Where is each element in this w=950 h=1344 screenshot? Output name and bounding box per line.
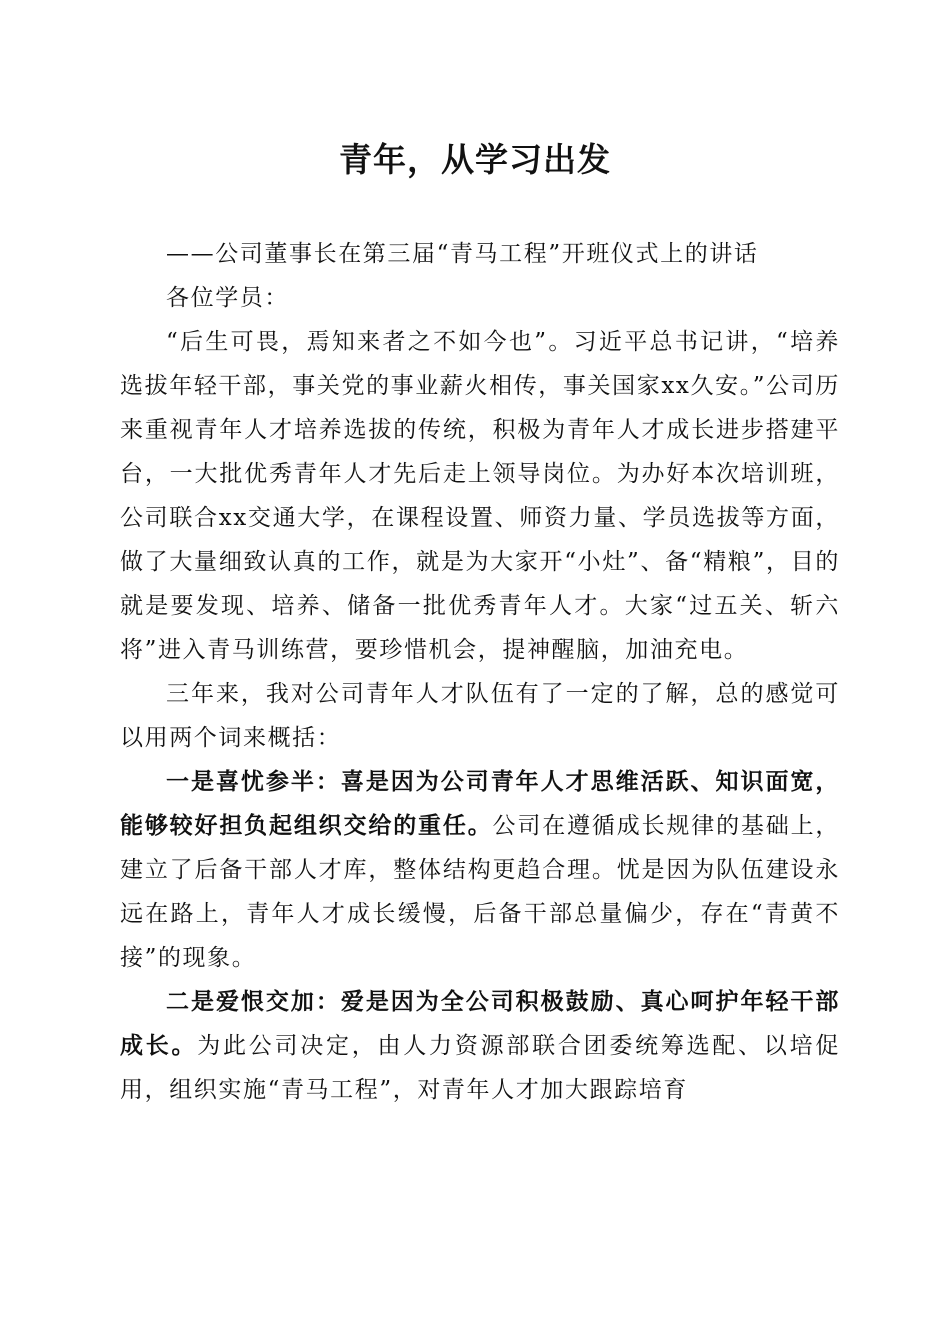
paragraph-1: “后生可畏，焉知来者之不如今也”。习近平总书记讲，“培养选拔年轻干部，事关党的事业薪火相传，事关国家xx久安。”公司历来重视青年人才培养选拔的传统，积极为青年人才成长进步搭建平台，一大批优秀青年人才先后走上领导岗位。为办好本次培训班，公司联合xx交通大学，在课程设置、师资力量、学员选拔等方面，做了大量细致认真的工作，就是为大家开“小灶”、备“精粮”，目的就是要发现、培养、储备一批优秀青年人才。大家“过五关、斩六将”进入青马训练营，要珍惜机会，提神醒脑，加油充电。 xyxy=(120,329,840,663)
document-subtitle: ——公司董事长在第三届“青马工程”开班仪式上的讲话 xyxy=(166,241,759,267)
paragraph-2: 三年来，我对公司青年人才队伍有了一定的了解，总的感觉可以用两个词来概括： xyxy=(120,681,840,751)
paragraph-3 xyxy=(120,760,840,980)
paragraph-3-bold: 喜是因为公司青年人才思维活跃、知识面宽，能够较好担负起组织交给的重任。 xyxy=(120,768,841,839)
document-body xyxy=(120,232,840,1112)
paragraph-4 xyxy=(120,980,840,1112)
document-title: 青年，从学习出发 xyxy=(339,140,611,179)
paragraph-3-rest: 公司在遵循成长规律的基础上，建立了后备干部人才库，整体结构更趋合理。忧是因为队伍建设永远在路上，青年人才成长缓慢，后备干部总量偏少，存在“青黄不接”的现象。 xyxy=(120,813,841,971)
paragraph-4-rest: 为此公司决定，由人力资源部联合团委统筹选配、以培促用，组织实施“青马工程”，对青年人才加大跟踪培育 xyxy=(120,1033,840,1103)
paragraph-4-lead: 二是爱恨交加： xyxy=(166,988,341,1015)
paragraph-3-lead: 一是喜忧参半： xyxy=(166,768,341,795)
paragraph-4-bold: 爱是因为全公司积极鼓励、真心呵护年轻干部成长。 xyxy=(120,988,841,1059)
greeting: 各位学员： xyxy=(166,285,289,311)
